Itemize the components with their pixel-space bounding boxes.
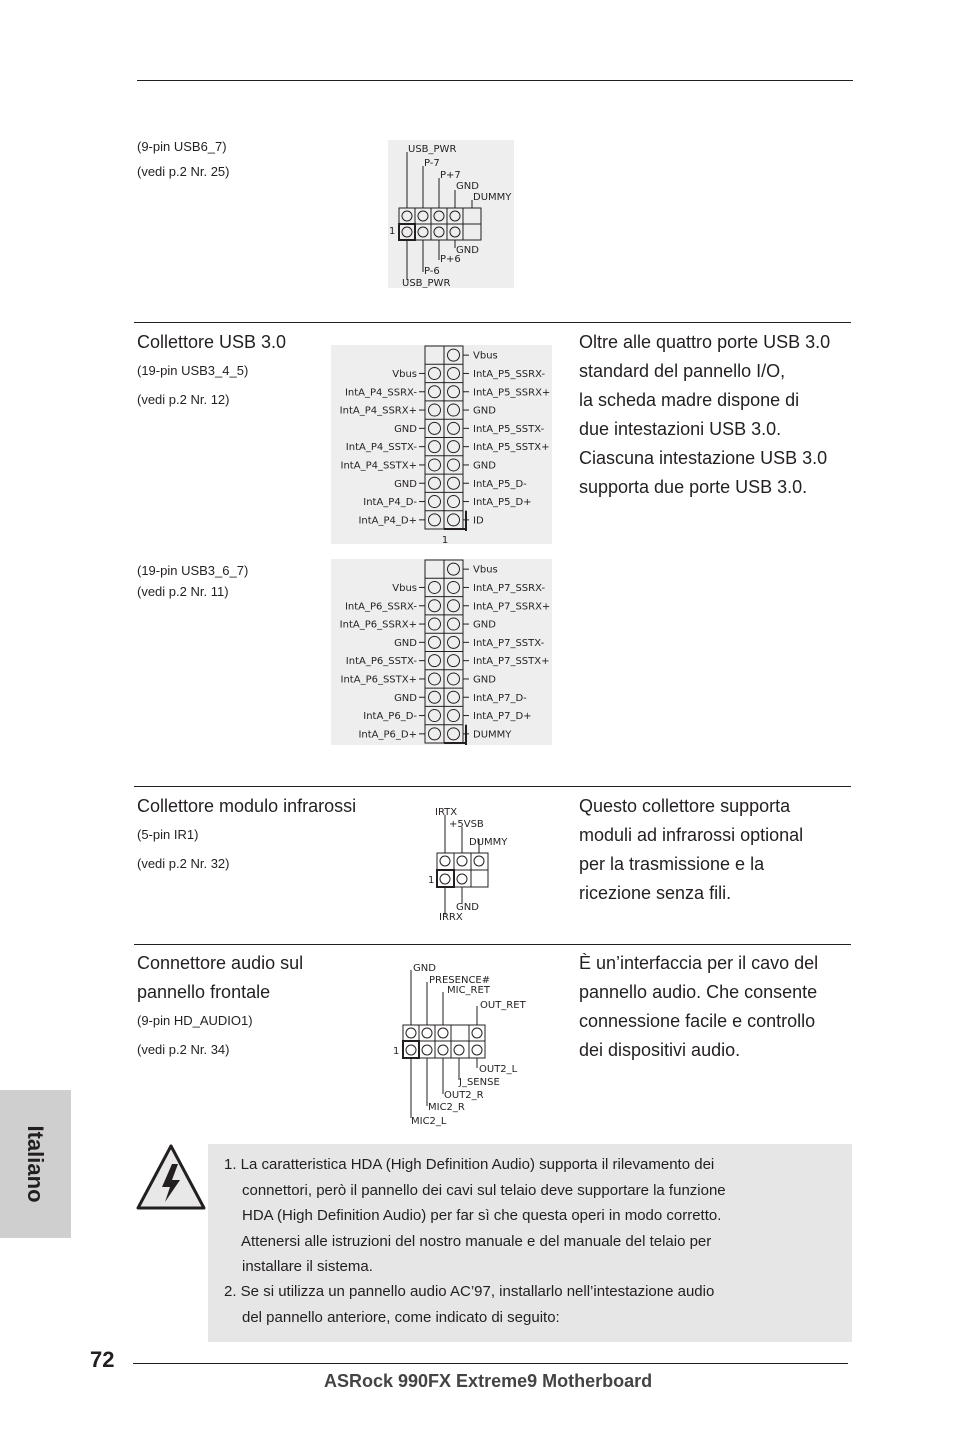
usb3-left-label: GND xyxy=(394,478,417,490)
usb2-pin-line: (9-pin USB6_7) xyxy=(137,139,227,154)
audio-desc-line: dei dispositivi audio. xyxy=(579,1040,741,1060)
usb2-label: GND xyxy=(456,181,479,192)
usb3-left-label: Vbus xyxy=(392,582,417,594)
pin-circle xyxy=(448,563,460,575)
pin-circle xyxy=(429,441,441,453)
footer-title: ASRock 990FX Extreme9 Motherboard xyxy=(324,1371,653,1391)
usb3-left-label: Vbus xyxy=(392,368,417,380)
usb3-right-label: IntA_P7_D+ xyxy=(473,711,532,723)
audio-label: OUT2_R xyxy=(444,1090,484,1101)
pin-circle xyxy=(429,422,441,434)
top-rule xyxy=(137,80,853,81)
usb3-left-label: IntA_P4_D+ xyxy=(358,515,417,527)
pin-circle xyxy=(448,367,460,379)
ir-desc-line: moduli ad infrarossi optional xyxy=(579,825,804,845)
usb2-label: P-7 xyxy=(424,158,440,169)
pin-circle xyxy=(448,459,460,471)
usb3-rule xyxy=(134,322,851,323)
pin-circle xyxy=(429,636,441,648)
audio-label: MIC2_R xyxy=(428,1102,465,1113)
ir-desc-line: Questo collettore supporta xyxy=(579,796,791,816)
pin-circle xyxy=(448,673,460,685)
usb3-right-label: GND xyxy=(473,674,496,686)
audio-pin-line: (9-pin HD_AUDIO1) xyxy=(137,1013,253,1028)
pin-circle xyxy=(429,477,441,489)
pin-circle xyxy=(429,655,441,667)
note-line: 2. Se si utilizza un pannello audio AC’97, installarlo nell’intestazione audio xyxy=(224,1283,715,1300)
usb3-left-label: GND xyxy=(394,637,417,649)
page-number: 72 xyxy=(90,1347,115,1372)
usb3-desc-line: Oltre alle quattro porte USB 3.0 xyxy=(579,332,831,352)
ir-title: Collettore modulo infrarossi xyxy=(137,796,357,816)
usb3-right-label: GND xyxy=(473,405,496,417)
pin-circle xyxy=(448,496,460,508)
pin-circle xyxy=(448,691,460,703)
pin-circle xyxy=(429,367,441,379)
ir-label: GND xyxy=(456,902,479,913)
usb3-right-label: DUMMY xyxy=(473,729,512,741)
usb2-label: P-6 xyxy=(424,266,440,277)
usb3-left-label: IntA_P6_D+ xyxy=(358,729,417,741)
usb3-pin-line-1: (19-pin USB3_4_5) xyxy=(137,363,249,378)
ir-ref-line: (vedi p.2 Nr. 32) xyxy=(137,856,230,871)
usb3-header-diagram-2 xyxy=(331,559,552,745)
audio-pin1: 1 xyxy=(393,1046,400,1057)
pin-circle xyxy=(448,581,460,593)
usb3-pin1: 1 xyxy=(441,535,449,544)
usb3-right-label: IntA_P5_SSRX+ xyxy=(473,387,551,399)
note-item-2 xyxy=(224,1279,844,1330)
usb3-desc-line: due intestazioni USB 3.0. xyxy=(579,419,782,439)
usb3-left-label: IntA_P4_SSTX- xyxy=(345,442,417,454)
note-line: connettori, però il pannello dei cavi sul telaio deve supportare la funzione xyxy=(242,1181,726,1199)
audio-label: J_SENSE xyxy=(459,1077,500,1088)
usb3-right-label: IntA_P5_SSTX- xyxy=(473,423,545,435)
pin-circle xyxy=(429,404,441,416)
audio-label: MIC2_L xyxy=(411,1116,447,1127)
usb2-label: USB_PWR xyxy=(402,278,451,288)
note-line: Attenersi alle istruzioni del nostro manuale e del manuale del telaio per xyxy=(241,1232,712,1250)
pin-circle xyxy=(448,514,460,526)
ir-label: IRRX xyxy=(439,912,463,923)
audio-desc-line: È un’interfaccia per il cavo del xyxy=(579,953,819,973)
usb3-right-label: IntA_P5_D- xyxy=(473,478,527,490)
usb3-left-label: GND xyxy=(394,423,417,435)
usb2-label: P+6 xyxy=(440,254,461,265)
pin-circle xyxy=(429,514,441,526)
usb3-right-label: GND xyxy=(473,619,496,631)
pin-circle xyxy=(448,728,460,740)
warning-icon xyxy=(134,1140,208,1214)
usb2-header-diagram xyxy=(388,140,514,288)
usb3-right-label: IntA_P5_SSTX+ xyxy=(473,442,550,454)
pin-circle xyxy=(429,459,441,471)
usb3-right-label: IntA_P7_SSRX- xyxy=(473,582,546,594)
usb3-left-label: IntA_P4_D- xyxy=(363,497,417,509)
usb3-right-label: IntA_P7_SSRX+ xyxy=(473,601,551,613)
usb3-left-label: IntA_P4_SSRX+ xyxy=(339,405,417,417)
audio-label: MIC_RET xyxy=(447,985,490,996)
note-line: 1. La caratteristica HDA (High Definition Audio) supporta il rilevamento dei xyxy=(224,1156,715,1173)
pin-circle xyxy=(448,618,460,630)
audio-title-line-1: Connettore audio sul xyxy=(137,953,304,973)
pin-circle xyxy=(448,655,460,667)
audio-label: PRESENCE# xyxy=(429,975,491,986)
usb3-right-label: Vbus xyxy=(473,350,498,362)
pin-circle xyxy=(448,600,460,612)
ir-desc-line: ricezione senza fili. xyxy=(579,883,732,903)
audio-rule xyxy=(134,944,851,945)
language-tab-label: Italiano xyxy=(23,1125,48,1203)
usb3-left-label: GND xyxy=(394,692,417,704)
pin-circle xyxy=(429,728,441,740)
usb3-left-label: IntA_P6_SSTX- xyxy=(345,656,417,668)
usb3-left-label: IntA_P6_SSTX+ xyxy=(340,674,417,686)
usb2-pin1: 1 xyxy=(389,226,396,237)
ir-description xyxy=(579,792,851,908)
usb2-label: DUMMY xyxy=(473,192,512,203)
usb3-left-label: IntA_P6_SSRX+ xyxy=(339,619,417,631)
ir-pin1: 1 xyxy=(428,875,435,886)
pin-circle xyxy=(429,581,441,593)
ir-header-diagram xyxy=(425,805,525,925)
note-line: del pannello anteriore, come indicato di seguito: xyxy=(242,1308,560,1326)
pin-circle xyxy=(429,710,441,722)
usb3-right-label: IntA_P5_SSRX- xyxy=(473,368,546,380)
pin-circle xyxy=(448,477,460,489)
note-box xyxy=(208,1144,852,1342)
usb3-right-label: ID xyxy=(473,515,484,527)
audio-header-diagram xyxy=(390,960,530,1130)
usb3-left-label: IntA_P4_SSRX- xyxy=(344,387,417,399)
pin-circle xyxy=(429,618,441,630)
pin-circle xyxy=(448,386,460,398)
usb3-pin-line-2: (19-pin USB3_6_7) xyxy=(137,563,249,578)
usb3-right-label: GND xyxy=(473,460,496,472)
audio-desc-line: pannello audio. Che consente xyxy=(579,982,818,1002)
usb3-right-label: IntA_P7_SSTX+ xyxy=(473,656,550,668)
usb2-label: GND xyxy=(456,245,479,256)
pin-circle xyxy=(448,710,460,722)
usb3-left-label: IntA_P6_D- xyxy=(363,711,417,723)
note-line: installare il sistema. xyxy=(242,1258,373,1275)
ir-rule xyxy=(134,786,851,787)
usb3-header-diagram-1 xyxy=(331,345,552,544)
audio-ref-line: (vedi p.2 Nr. 34) xyxy=(137,1042,230,1057)
usb2-label: USB_PWR xyxy=(408,144,457,155)
pin-circle xyxy=(429,691,441,703)
audio-title-line-2: pannello frontale xyxy=(137,982,271,1002)
pin-circle xyxy=(429,386,441,398)
usb3-desc-line: standard del pannello I/O, xyxy=(579,361,786,381)
usb3-ref-line-2: (vedi p.2 Nr. 11) xyxy=(137,584,229,599)
footer-rule xyxy=(133,1363,848,1364)
usb3-right-label: IntA_P7_SSTX- xyxy=(473,637,545,649)
pin-circle xyxy=(429,496,441,508)
usb3-title: Collettore USB 3.0 xyxy=(137,332,287,352)
usb3-desc-line: la scheda madre dispone di xyxy=(579,390,800,410)
audio-label: GND xyxy=(413,963,436,974)
usb3-left-label: IntA_P4_SSTX+ xyxy=(340,460,417,472)
usb3-right-label: IntA_P7_D- xyxy=(473,692,527,704)
usb3-desc-line: supporta due porte USB 3.0. xyxy=(579,477,808,497)
pin-circle xyxy=(429,600,441,612)
usb2-ref-line: (vedi p.2 Nr. 25) xyxy=(137,164,230,179)
pin-circle xyxy=(448,349,460,361)
pin-circle xyxy=(448,422,460,434)
usb3-right-label: IntA_P5_D+ xyxy=(473,497,532,509)
pin-circle xyxy=(448,636,460,648)
pin-circle xyxy=(448,441,460,453)
language-tab xyxy=(0,1090,71,1238)
usb3-desc-line: Ciascuna intestazione USB 3.0 xyxy=(579,448,828,468)
note-line: HDA (High Definition Audio) per far sì che questa operi in modo corretto. xyxy=(242,1207,722,1224)
ir-pin-line: (5-pin IR1) xyxy=(137,827,199,842)
usb3-ref-line-1: (vedi p.2 Nr. 12) xyxy=(137,392,230,407)
audio-label: OUT_RET xyxy=(480,1000,526,1011)
audio-label: OUT2_L xyxy=(479,1064,518,1075)
ir-label: IRTX xyxy=(435,807,458,818)
audio-desc-line: connessione facile e controllo xyxy=(579,1011,816,1031)
note-item-1 xyxy=(224,1152,844,1280)
ir-desc-line: per la trasmissione e la xyxy=(579,854,765,874)
pin-circle xyxy=(448,404,460,416)
usb3-description xyxy=(579,328,851,502)
ir-label: +5VSB xyxy=(449,819,484,830)
usb3-left-label: IntA_P6_SSRX- xyxy=(344,601,417,613)
usb3-right-label: Vbus xyxy=(473,564,498,576)
pin-circle xyxy=(429,673,441,685)
ir-label: DUMMY xyxy=(469,837,508,848)
usb2-label: P+7 xyxy=(440,170,461,181)
audio-description xyxy=(579,949,851,1065)
